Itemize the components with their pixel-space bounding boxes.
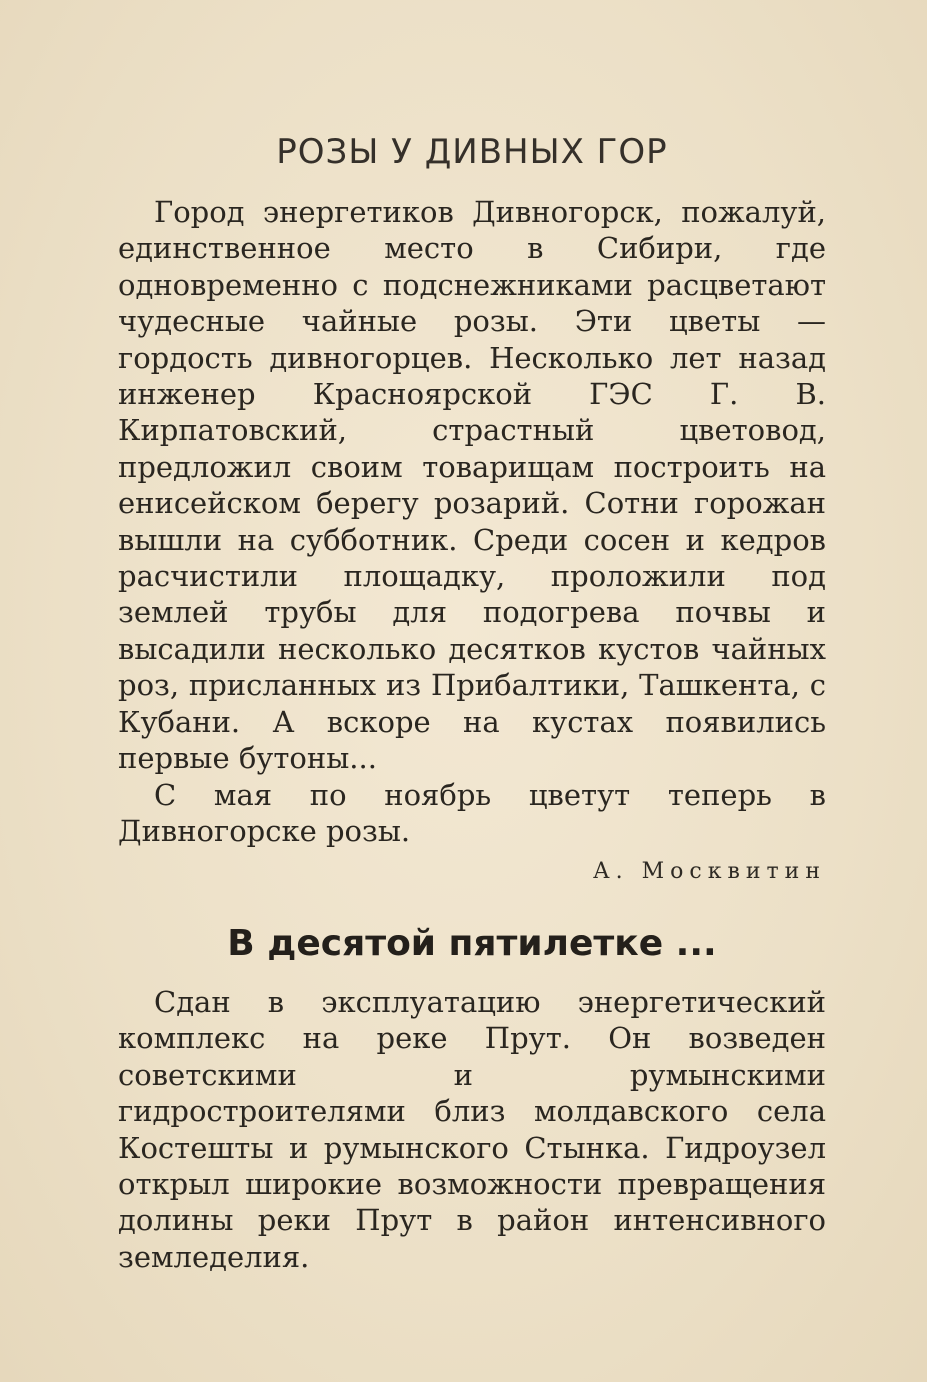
article-title: РОЗЫ У ДИВНЫХ ГОР	[276, 132, 668, 172]
article-roses	[118, 128, 826, 884]
article-paragraph: С мая по ноябрь цветут теперь в Дивногорске розы.	[118, 777, 826, 848]
article-five-year-plan	[118, 918, 826, 1275]
article-paragraph: Город энергетиков Дивногорск, пожалуй, единственное место в Сибири, где одновременно с подснежниками расцветают чудесные чайные розы. Эти цветы — гордость дивногорцев. Несколько лет назад инженер Красноярской ГЭС Г. В. Кирпатовский, страстный цветовод, предложил своим товарищам построить на енисейском берегу розарий. Сотни горожан вышли на субботник. Среди сосен и кедров расчистили площадку, проложили под землей трубы для подогрева почвы и высадили несколько десятков кустов чайных роз, присланных из Прибалтики, Ташкента, с Кубани. А вскоре на кустах появились первые бутоны...	[118, 195, 826, 776]
article-paragraph: Сдан в эксплуатацию энергетический комплекс на реке Прут. Он возведен советскими и румынскими гидростроителями близ молдавского села Костешты и румынского Стынка. Гидроузел открыл широкие возможности превращения долины реки Прут в район интенсивного земледелия.	[118, 985, 826, 1274]
article-title: В десятой пятилетке ...	[227, 923, 717, 964]
article-author: А. Москвитин	[592, 859, 826, 885]
